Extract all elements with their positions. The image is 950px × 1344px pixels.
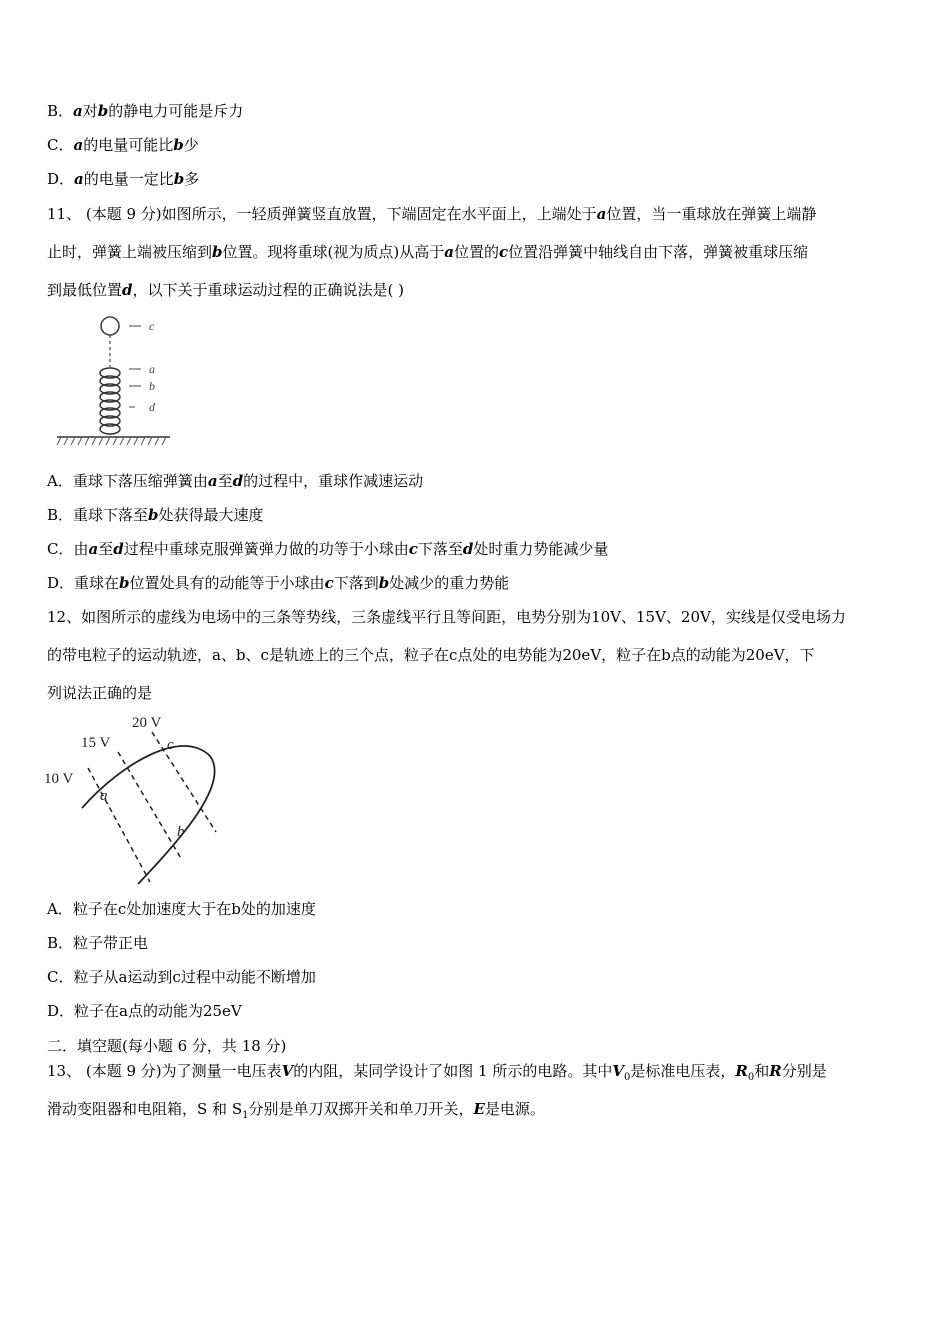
label-b: b	[149, 379, 155, 393]
section-heading: 二．填空题(每小题 6 分，共 18 分)	[47, 1037, 287, 1055]
q11-option-c: C．由a至d过程中重球克服弹簧弹力做的功等于小球由c下落至d处时重力势能减少量	[47, 540, 609, 558]
label-10v: 10 V	[44, 771, 74, 787]
point-b-label: b	[177, 824, 185, 840]
q12-option-a: A．粒子在c处加速度大于在b处的加速度	[47, 900, 316, 918]
spring-coil	[100, 368, 120, 434]
ground-hatch	[57, 437, 166, 445]
q13-line-1: 13、 (本题 9 分)为了测量一电压表V的内阻，某同学设计了如图 1 所示的电路。其中$V_0$是标准电压表，$R_0$和R分别是	[47, 1062, 827, 1083]
label-c: c	[149, 319, 155, 333]
point-a-label: a	[100, 788, 108, 804]
equipotential-figure	[42, 708, 222, 888]
q11-stem-line-2: 止时，弹簧上端被压缩到b位置。现将重球(视为质点)从高于a位置的c位置沿弹簧中轴线自由下落，弹簧被重球压缩	[47, 243, 809, 261]
q10-option-b: B．a对b的静电力可能是斥力	[47, 102, 244, 120]
trajectory	[82, 746, 215, 884]
label-a: a	[149, 362, 155, 376]
ball	[101, 317, 119, 335]
equipotential-10v	[88, 768, 150, 882]
q12-option-c: C．粒子从a运动到c过程中动能不断增加	[47, 968, 316, 986]
q12-stem-line-3: 列说法正确的是	[47, 684, 153, 702]
q12-stem-line-1: 12、如图所示的虚线为电场中的三条等势线，三条虚线平行且等间距，电势分别为10V、15V、20V，实线是仅受电场力	[47, 608, 846, 626]
point-c-label: c	[167, 737, 174, 753]
q11-stem-line-1: 11、 (本题 9 分)如图所示，一轻质弹簧竖直放置，下端固定在水平面上，上端处于a位置，当一重球放在弹簧上端静	[47, 205, 817, 223]
label-d: d	[149, 400, 155, 414]
q11-stem-line-3: 到最低位置d，以下关于重球运动过程的正确说法是( )	[47, 281, 404, 299]
q10-option-d: D．a的电量一定比b多	[47, 170, 200, 188]
q12-option-d: D．粒子在a点的动能为25eV	[47, 1002, 242, 1020]
label-15v: 15 V	[81, 735, 111, 751]
q12-stem-line-2: 的带电粒子的运动轨迹，a、b、c是轨迹上的三个点，粒子在c点处的电势能为20eV，粒子在b点的动能为20eV，下	[47, 646, 815, 664]
spring-figure	[55, 313, 175, 453]
q10-option-c: C．a的电量可能比b少	[47, 136, 199, 154]
q13-line-2: 滑动变阻器和电阻箱，S 和 $S_1$分别是单刀双掷开关和单刀开关，E是电源。	[47, 1100, 545, 1121]
label-20v: 20 V	[132, 715, 162, 731]
q11-option-a: A．重球下落压缩弹簧由a至d的过程中，重球作减速运动	[47, 472, 424, 490]
q12-option-b: B．粒子带正电	[47, 934, 149, 952]
q11-option-d: D．重球在b位置处具有的动能等于小球由c下落到b处减少的重力势能	[47, 574, 510, 592]
q11-option-b: B．重球下落至b处获得最大速度	[47, 506, 264, 524]
equipotential-20v	[152, 732, 216, 832]
